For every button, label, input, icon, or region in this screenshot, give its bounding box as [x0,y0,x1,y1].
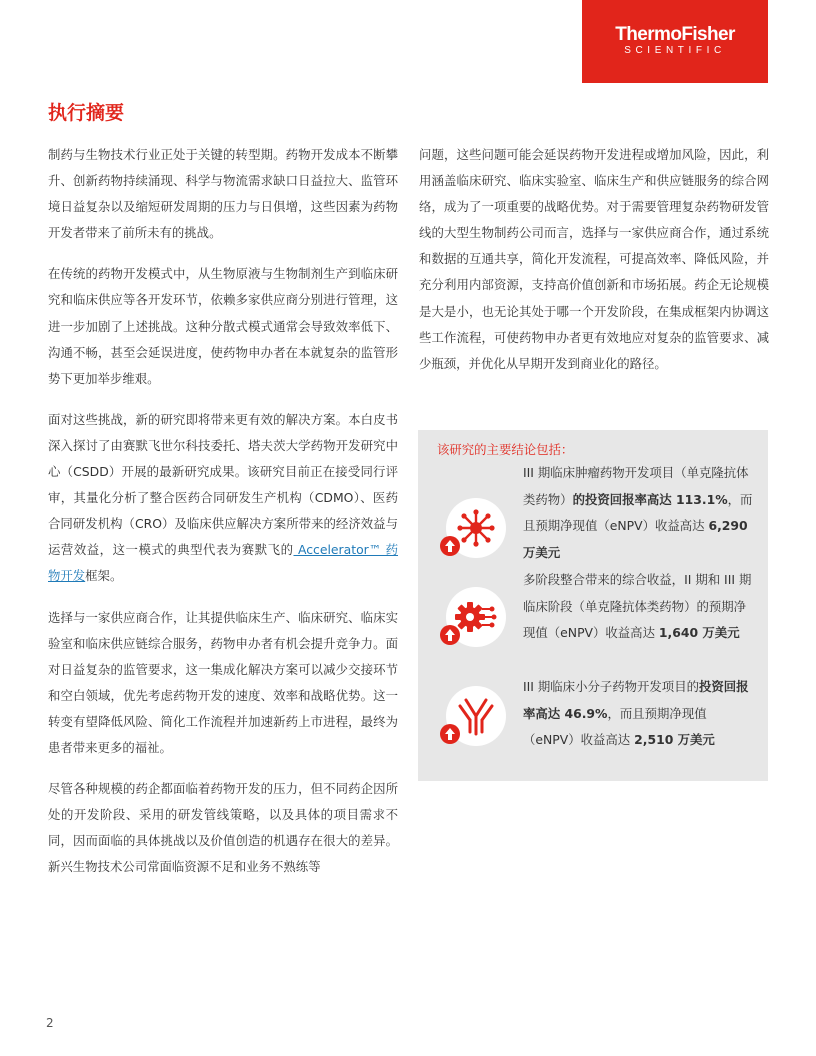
paragraph-continued: 问题，这些问题可能会延误药物开发进程或增加风险，因此，利用涵盖临床研究、临床实验室、临床生产和供应链服务的综合网络，成为了一项重要的战略优势。对于需要管理复杂药物研发管线的大型生物制药公司而言，选择与一家供应商合作，通过系统和数据的互通共享，简化开发流程，可提高效率、降低风险，并充分利用内部资源，支持高价值创新和市场拓展。药企无论规模是大是小，也无论其处于哪一个开发阶段，在集成框架内协调这些工作流程，可使药物申办者更有效地应对复杂的监管要求、减少瓶颈，并优化从早期开发到商业化的路径。 [419,147,769,371]
gear-network-icon [446,587,508,649]
paragraph-traditional-model: 在传统的药物开发模式中，从生物原液与生物制剂生产到临床研究和临床供应等各开发环节，依赖多家供应商分别进行管理，这进一步加剧了上述挑战。这种分散式模式通常会导致效率低下、沟通不畅，甚至会延误进度，使药物申办者在本就复杂的监管形势下更加举步维艰。 [48,266,398,386]
page-title: 执行摘要 [48,102,125,124]
left-column [48,142,398,895]
accelerator-link[interactable]: Accelerator™ 药物开发 [48,542,399,584]
logo-subtitle: SCIENTIFIC [624,45,726,56]
paragraph-single-provider: 选择与一家供应商合作，让其提供临床生产、临床研究、临床实验室和临床供应链综合服务，药物申办者有机会提升竞争力。面对日益复杂的监管要求，这一集成化解决方案可以减少交接环节和空白领域，优先考虑药物开发的速度、效率和战略优势。这一转变有望降低风险、简化工作流程并加速新药上市进程，最终为患者带来更多的福祉。 [48,609,398,755]
antibody-y-icon [446,686,508,748]
key-findings-box [418,430,768,781]
finding-text: III 期临床肿瘤药物开发项目（单克隆抗体类药物）的投资回报率高达 113.1%，而且预期净现值（eNPV）收益高达 6,290 万美元 [523,465,753,560]
paragraph-intro: 制药与生物技术行业正处于关键的转型期。药物开发成本不断攀升、创新药物持续涌现、科学与物流需求缺口日益拉大、监管环境日益复杂以及缩短研发周期的压力与日俱增，这些因素为药物开发者带来了前所未有的挑战。 [48,147,398,241]
paragraph-new-research [48,407,398,590]
paragraph-new-research-tail: 框架。 [85,568,123,584]
finding-text: 多阶段整合带来的综合收益，II 期和 III 期临床阶段（单克隆抗体类药物）的预期净现值（eNPV）收益高达 1,640 万美元 [523,572,752,641]
up-arrow-icon [440,536,460,556]
right-column [419,142,769,392]
finding-text: III 期临床小分子药物开发项目的投资回报率高达 46.9%，而且预期净现值（eNPV）收益高达 2,510 万美元 [523,679,749,748]
page-number: 2 [46,1016,54,1030]
up-arrow-icon [440,724,460,744]
antibody-burst-icon [446,498,508,560]
logo-wordmark: ThermoFisher [615,24,735,45]
paragraph-new-research-text: 面对这些挑战，新的研究即将带来更有效的解决方案。本白皮书深入探讨了由赛默飞世尔科技委托、塔夫茨大学药物开发研究中心（CSDD）开展的最新研究成果。该研究目前正在接受同行评审，其量化分析了整合医药合同研发生产机构（CDMO）、医药合同研发机构（CRO）及临床供应解决方案所带来的经济效益与运营效益，这一模式的典型代表为赛默飞的 [48,411,398,558]
key-findings-title: 该研究的主要结论包括： [437,442,574,457]
thermo-fisher-logo [582,0,768,83]
paragraph-pressures: 尽管各种规模的药企都面临着药物开发的压力，但不同药企因所处的开发阶段、采用的研发管线策略，以及具体的项目需求不同，因而面临的具体挑战以及价值创造的机遇存在很大的差异。新兴生物技术公司常面临资源不足和业务不熟练等 [48,781,398,875]
up-arrow-icon [440,625,460,645]
